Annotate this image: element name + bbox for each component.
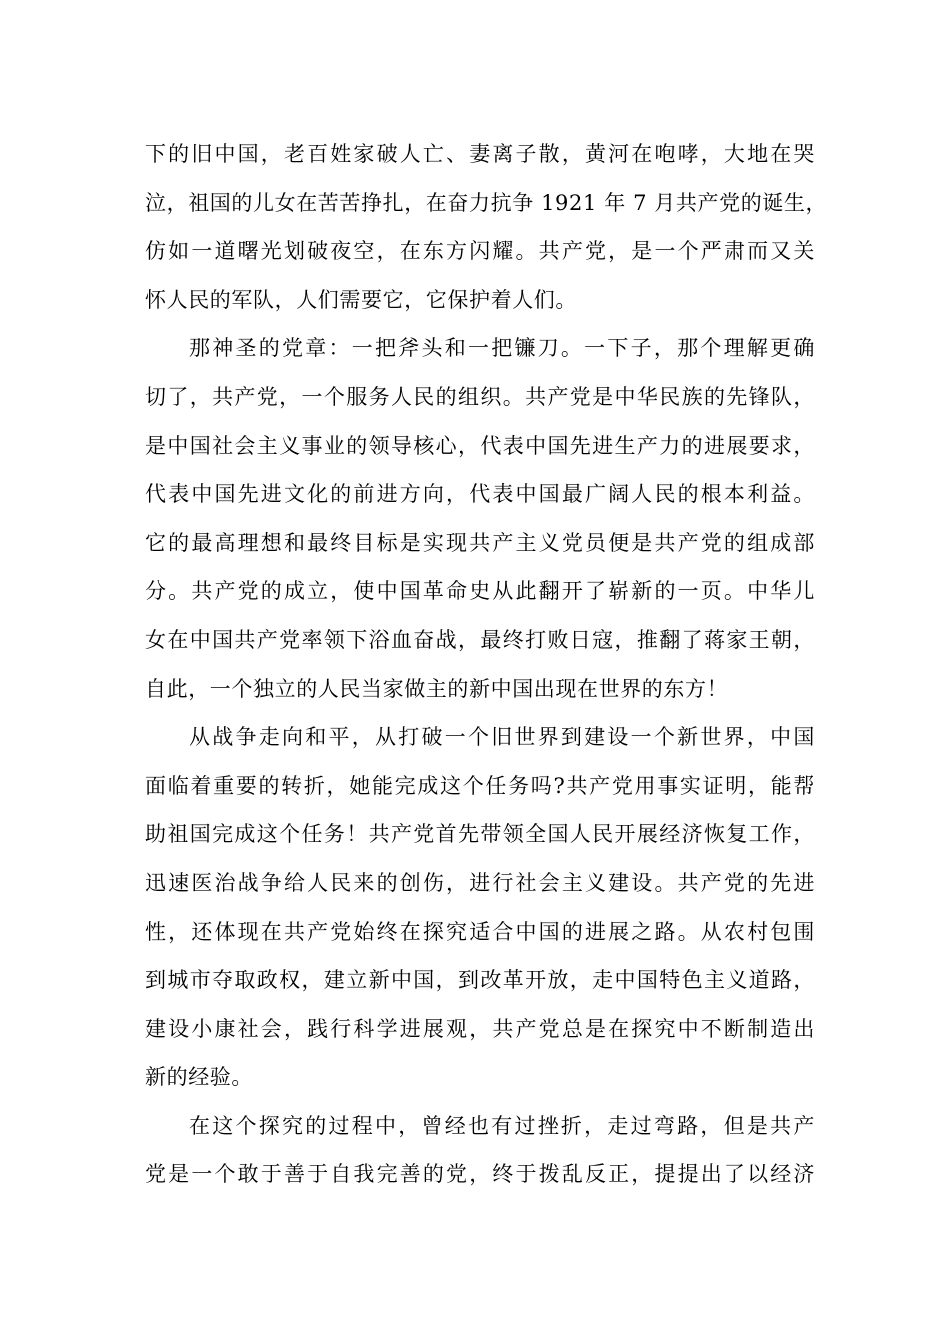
text-line: 下的旧中国，老百姓家破人亡、妻离子散，黄河在咆哮，大地在哭 [145, 142, 815, 166]
text-line: 怀人民的军队，人们需要它，它保护着人们。 [145, 287, 577, 312]
paragraph-first-line: 那神圣的党章：一把斧头和一把镰刀。一下子，那个理解更确 [189, 336, 815, 361]
text-line: 泣，祖国的儿女在苦苦挣扎，在奋力抗争 1921 年 7 月共产党的诞生， [145, 190, 828, 215]
text-line: 新的经验。 [145, 1065, 253, 1090]
text-line: 切了，共产党，一个服务人民的组织。共产党是中华民族的先锋队， [145, 384, 815, 409]
text-line: 迅速医治战争给人民来的创伤，进行社会主义建设。共产党的先进 [145, 870, 815, 895]
text-line: 女在中国共产党率领下浴血奋战，最终打败日寇，推翻了蒋家王朝， [145, 627, 815, 652]
text-line: 它的最高理想和最终目标是实现共产主义党员便是共产党的组成部 [145, 530, 815, 555]
text-line: 仿如一道曙光划破夜空，在东方闪耀。共产党，是一个严肃而又关 [145, 239, 815, 264]
paragraph-first-line: 从战争走向和平，从打破一个旧世界到建设一个新世界，中国 [189, 725, 815, 750]
text-line: 到城市夺取政权，建立新中国，到改革开放，走中国特色主义道路， [145, 968, 815, 993]
text-line: 党是一个敢于善于自我完善的党，终于拨乱反正，提提出了以经济 [145, 1162, 815, 1187]
text-line: 性，还体现在共产党始终在探究适合中国的进展之路。从农村包围 [145, 919, 815, 944]
text-line: 建设小康社会，践行科学进展观，共产党总是在探究中不断制造出 [145, 1016, 815, 1041]
text-line: 是中国社会主义事业的领导核心，代表中国先进生产力的进展要求， [145, 433, 815, 458]
paragraph-first-line: 在这个探究的过程中，曾经也有过挫折，走过弯路，但是共产 [189, 1113, 815, 1138]
text-line: 代表中国先进文化的前进方向，代表中国最广阔人民的根本利益。 [145, 482, 815, 507]
text-line: 助祖国完成这个任务！共产党首先带领全国人民开展经济恢复工作， [145, 822, 815, 847]
text-line: 自此，一个独立的人民当家做主的新中国出现在世界的东方！ [145, 676, 729, 701]
text-line: 面临着重要的转折，她能完成这个任务吗?共产党用事实证明，能帮 [145, 773, 815, 798]
document-body [145, 130, 828, 1199]
text-line: 分。共产党的成立，使中国革命史从此翻开了崭新的一页。中华儿 [145, 579, 815, 604]
